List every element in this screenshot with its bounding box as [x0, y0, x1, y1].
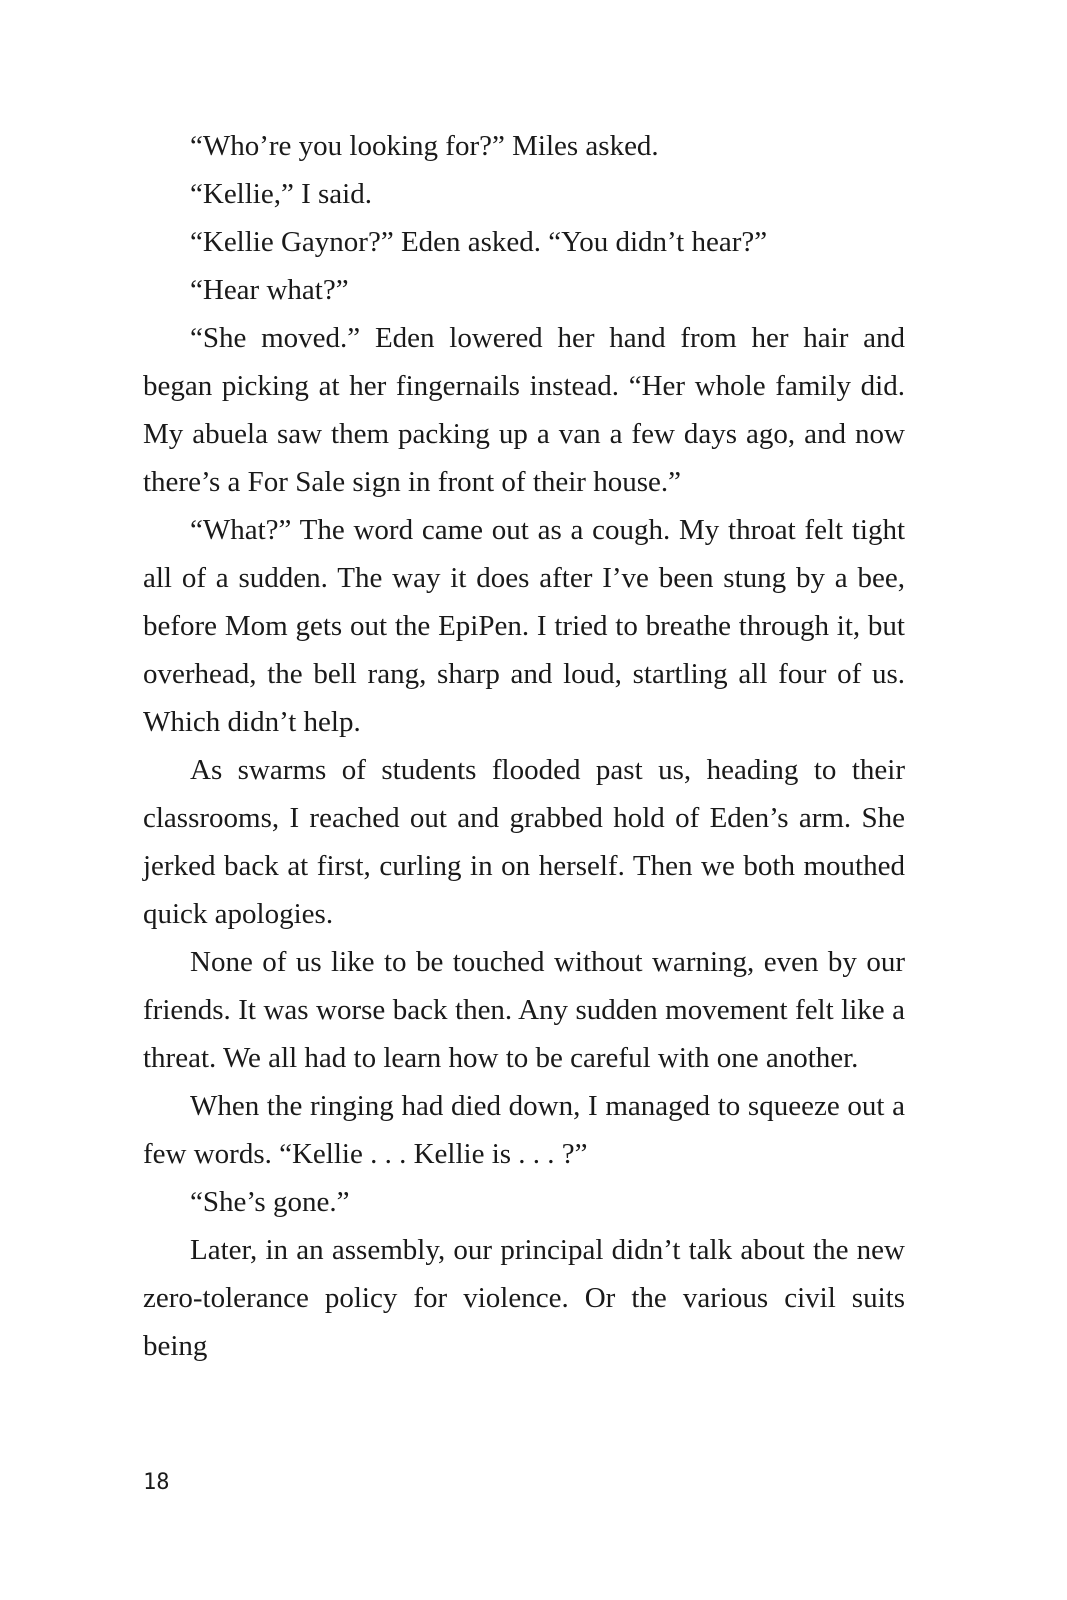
paragraph: As swarms of students flooded past us, heading to their classrooms, I reached out and grabbed hold of Eden’s arm. She jerked back at first, curling in on herself. Then we both mouthed quick apologies.: [143, 754, 905, 930]
page-number: 18: [143, 1470, 170, 1495]
paragraph: “Hear what?”: [190, 274, 349, 306]
paragraph: “Kellie,” I said.: [190, 178, 372, 210]
paragraph: “Kellie Gaynor?” Eden asked. “You didn’t hear?”: [190, 226, 768, 258]
paragraph: None of us like to be touched without warning, even by our friends. It was worse back then. Any sudden movement felt like a threat. We all had to learn how to be careful with one another.: [143, 946, 905, 1074]
paragraph: When the ringing had died down, I managed to squeeze out a few words. “Kellie . . . Kellie is . . . ?”: [143, 1090, 905, 1170]
paragraph: “Who’re you looking for?” Miles asked.: [190, 130, 659, 162]
body-text: [143, 122, 905, 1370]
paragraph: “She’s gone.”: [190, 1186, 350, 1218]
paragraph: Later, in an assembly, our principal didn’t talk about the new zero-tolerance policy for violence. Or the various civil suits being: [143, 1234, 905, 1362]
paragraph: “She moved.” Eden lowered her hand from her hair and began picking at her fingernails instead. “Her whole family did. My abuela saw them packing up a van a few days ago, and now there’s a For Sale sign in front of their house.”: [143, 322, 905, 498]
paragraph: “What?” The word came out as a cough. My throat felt tight all of a sudden. The way it does after I’ve been stung by a bee, before Mom gets out the EpiPen. I tried to breathe through it, but overhead, the bell rang, sharp and loud, startling all four of us. Which didn’t help.: [143, 514, 905, 738]
